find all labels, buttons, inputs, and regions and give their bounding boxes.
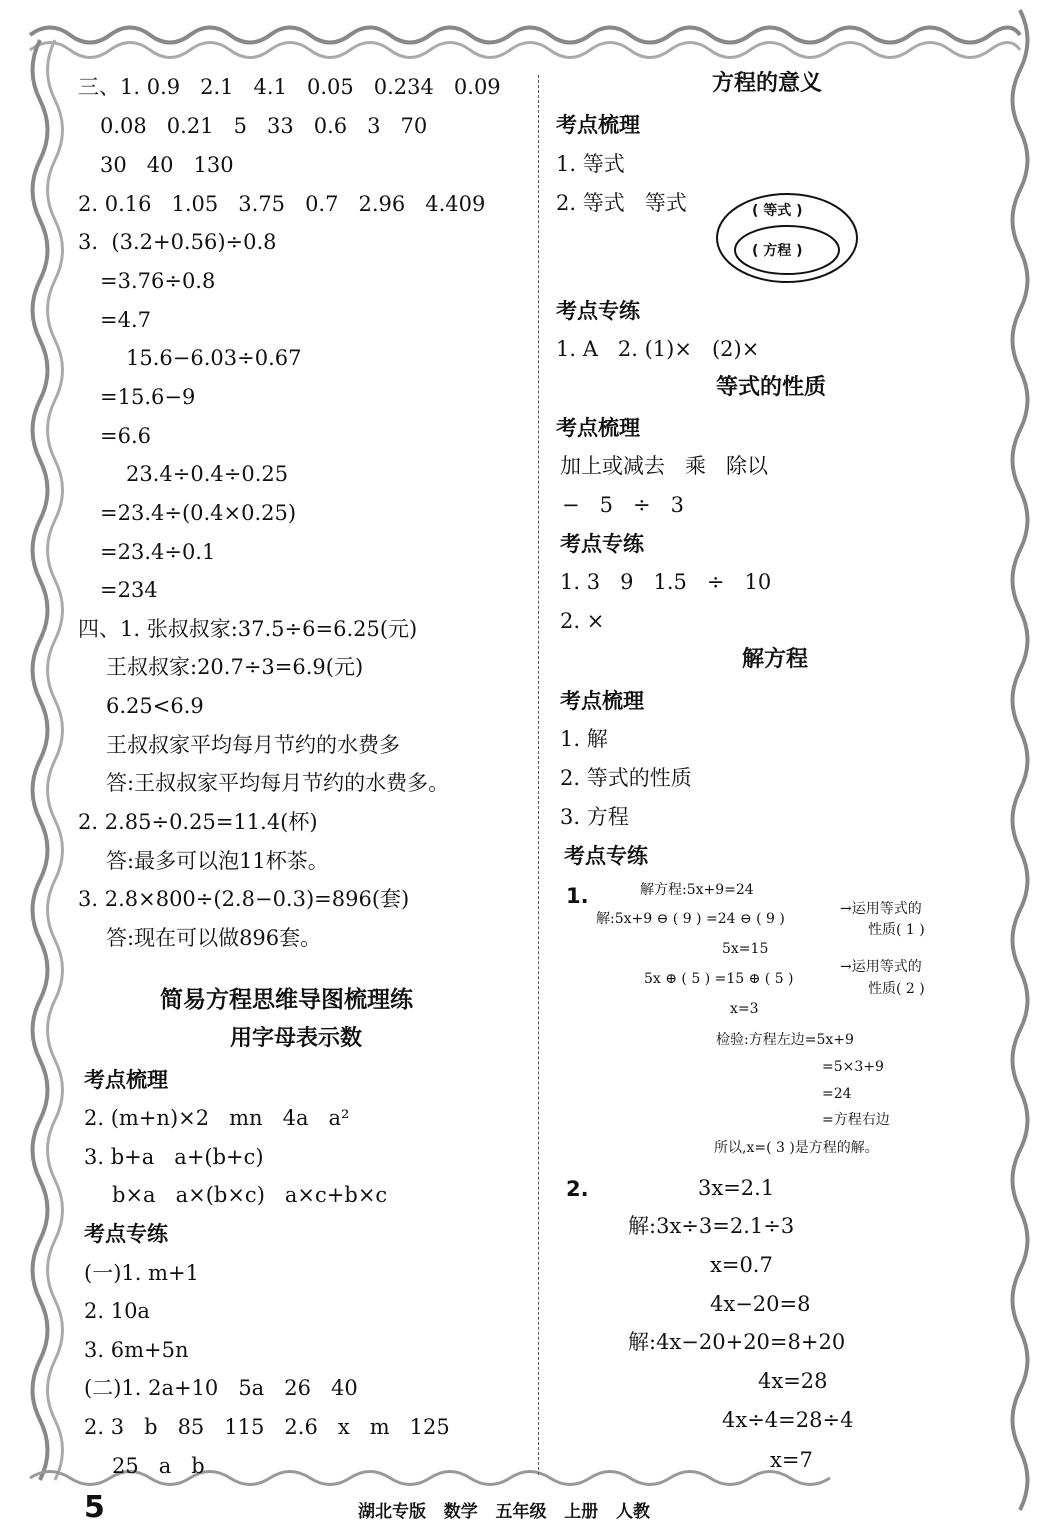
page-number: 5 bbox=[84, 1490, 105, 1525]
answer-line: 答:王叔叔家平均每月节约的水费多。 bbox=[106, 771, 450, 795]
answer-line: 1. 等式 bbox=[556, 152, 625, 176]
question-number: 1. bbox=[566, 884, 589, 908]
answer-line: 王叔叔家平均每月节约的水费多 bbox=[106, 733, 400, 757]
answer-line: 王叔叔家:20.7÷3=6.9(元) bbox=[106, 655, 364, 679]
answer-line: 15.6−6.03÷0.67 bbox=[126, 346, 302, 370]
section-title: 解方程 bbox=[742, 647, 809, 672]
subsection-label: 考点专练 bbox=[564, 844, 648, 868]
answer-line: 3. 方程 bbox=[560, 805, 629, 829]
answer-line: 加上或减去 乘 除以 bbox=[560, 454, 769, 478]
solution-line: x=7 bbox=[770, 1448, 813, 1472]
answer-line: =15.6−9 bbox=[100, 385, 196, 409]
answer-line: =234 bbox=[100, 578, 158, 602]
answer-line: 23.4÷0.4÷0.25 bbox=[126, 462, 289, 486]
answer-line: 四、1. 张叔叔家:37.5÷6=6.25(元) bbox=[78, 617, 418, 641]
answer-line: 2. 3 b 85 115 2.6 x m 125 bbox=[84, 1415, 450, 1439]
answer-line: 3. b+a a+(b+c) bbox=[84, 1145, 264, 1169]
answer-line: 1. 3 9 1.5 ÷ 10 bbox=[560, 570, 772, 594]
solution-line: 4x=28 bbox=[758, 1369, 828, 1393]
footer-info: 湖北专版 数学 五年级 上册 人教 bbox=[358, 1502, 651, 1522]
solution-line: 解:3x÷3=2.1÷3 bbox=[628, 1214, 795, 1238]
answer-line: 6.25<6.9 bbox=[106, 694, 204, 718]
answer-line: 2. 等式 等式 bbox=[556, 191, 687, 215]
solution-line: 4x÷4=28÷4 bbox=[722, 1408, 854, 1432]
note-line: 性质( 2 ) bbox=[868, 981, 925, 997]
solution-line: x=3 bbox=[730, 1001, 759, 1017]
note-line: →运用等式的 bbox=[840, 959, 922, 975]
answer-line: 2. 2.85÷0.25=11.4(杯) bbox=[78, 810, 318, 834]
answer-line: 1. 解 bbox=[560, 727, 608, 751]
answer-line: 答:最多可以泡11杯茶。 bbox=[106, 849, 329, 873]
answer-line: 3. 6m+5n bbox=[84, 1338, 189, 1362]
answer-line: 0.08 0.21 5 33 0.6 3 70 bbox=[100, 114, 428, 138]
answer-line: (一)1. m+1 bbox=[84, 1261, 199, 1285]
answer-line: (二)1. 2a+10 5a 26 40 bbox=[84, 1376, 358, 1400]
answer-line: =23.4÷(0.4×0.25) bbox=[100, 501, 297, 525]
answer-line: 25 a b bbox=[112, 1454, 205, 1478]
answer-line: 2. 10a bbox=[84, 1299, 150, 1323]
answer-line: =3.76÷0.8 bbox=[100, 269, 216, 293]
answer-line: 30 40 130 bbox=[100, 153, 234, 177]
subsection-label: 考点梳理 bbox=[556, 113, 640, 137]
note-line: →运用等式的 bbox=[840, 901, 922, 917]
subsection-label: 考点专练 bbox=[556, 299, 640, 323]
column-divider bbox=[538, 75, 539, 1475]
solution-line: 解:4x−20+20=8+20 bbox=[628, 1330, 846, 1354]
answer-line: 3. (3.2+0.56)÷0.8 bbox=[78, 230, 277, 254]
answer-line: 1. A 2. (1)× (2)× bbox=[556, 337, 760, 361]
solution-line: 5x ⊕ ( 5 ) =15 ⊕ ( 5 ) bbox=[644, 971, 794, 987]
answer-line: =4.7 bbox=[100, 308, 151, 332]
solution-line: x=0.7 bbox=[710, 1253, 773, 1277]
subsection-label: 考点梳理 bbox=[560, 689, 644, 713]
solution-line: 4x−20=8 bbox=[710, 1292, 811, 1316]
answer-line: 答:现在可以做896套。 bbox=[106, 926, 322, 950]
answer-line: − 5 ÷ 3 bbox=[562, 493, 684, 517]
subsection-label: 考点专练 bbox=[84, 1222, 168, 1246]
section-title: 简易方程思维导图梳理练 bbox=[160, 987, 413, 1013]
answer-line: 2. 0.16 1.05 3.75 0.7 2.96 4.409 bbox=[78, 192, 486, 216]
solution-line: =24 bbox=[822, 1086, 852, 1102]
answer-line: 2. 等式的性质 bbox=[560, 766, 692, 790]
question-number: 2. bbox=[566, 1177, 589, 1201]
section-title: 等式的性质 bbox=[716, 375, 827, 400]
solution-line: 检验:方程左边=5x+9 bbox=[716, 1032, 854, 1048]
solution-line: 解方程:5x+9=24 bbox=[640, 882, 754, 898]
subsection-label: 考点专练 bbox=[560, 532, 644, 556]
answer-line: b×a a×(b×c) a×c+b×c bbox=[112, 1183, 388, 1207]
venn-outer-label: ( 等式 ) bbox=[752, 203, 803, 219]
answer-line: =6.6 bbox=[100, 424, 151, 448]
solution-line: =5×3+9 bbox=[822, 1059, 884, 1075]
solution-line: 解:5x+9 ⊖ ( 9 ) =24 ⊖ ( 9 ) bbox=[596, 911, 785, 927]
venn-inner-label: ( 方程 ) bbox=[752, 243, 803, 259]
subsection-label: 考点梳理 bbox=[556, 416, 640, 440]
answer-line: 三、1. 0.9 2.1 4.1 0.05 0.234 0.09 bbox=[78, 75, 501, 99]
solution-line: 5x=15 bbox=[722, 941, 769, 957]
section-title: 用字母表示数 bbox=[230, 1026, 363, 1051]
note-line: 性质( 1 ) bbox=[868, 922, 925, 938]
solution-line: =方程右边 bbox=[822, 1112, 890, 1128]
solution-line: 3x=2.1 bbox=[698, 1176, 775, 1200]
answer-line: 2. × bbox=[560, 609, 605, 633]
answer-line: 2. (m+n)×2 mn 4a a² bbox=[84, 1106, 350, 1130]
answer-line: 3. 2.8×800÷(2.8−0.3)=896(套) bbox=[78, 887, 410, 911]
solution-line: 所以,x=( 3 )是方程的解。 bbox=[714, 1140, 879, 1156]
section-title: 方程的意义 bbox=[712, 71, 823, 96]
answer-line: =23.4÷0.1 bbox=[100, 540, 216, 564]
subsection-label: 考点梳理 bbox=[84, 1068, 168, 1092]
